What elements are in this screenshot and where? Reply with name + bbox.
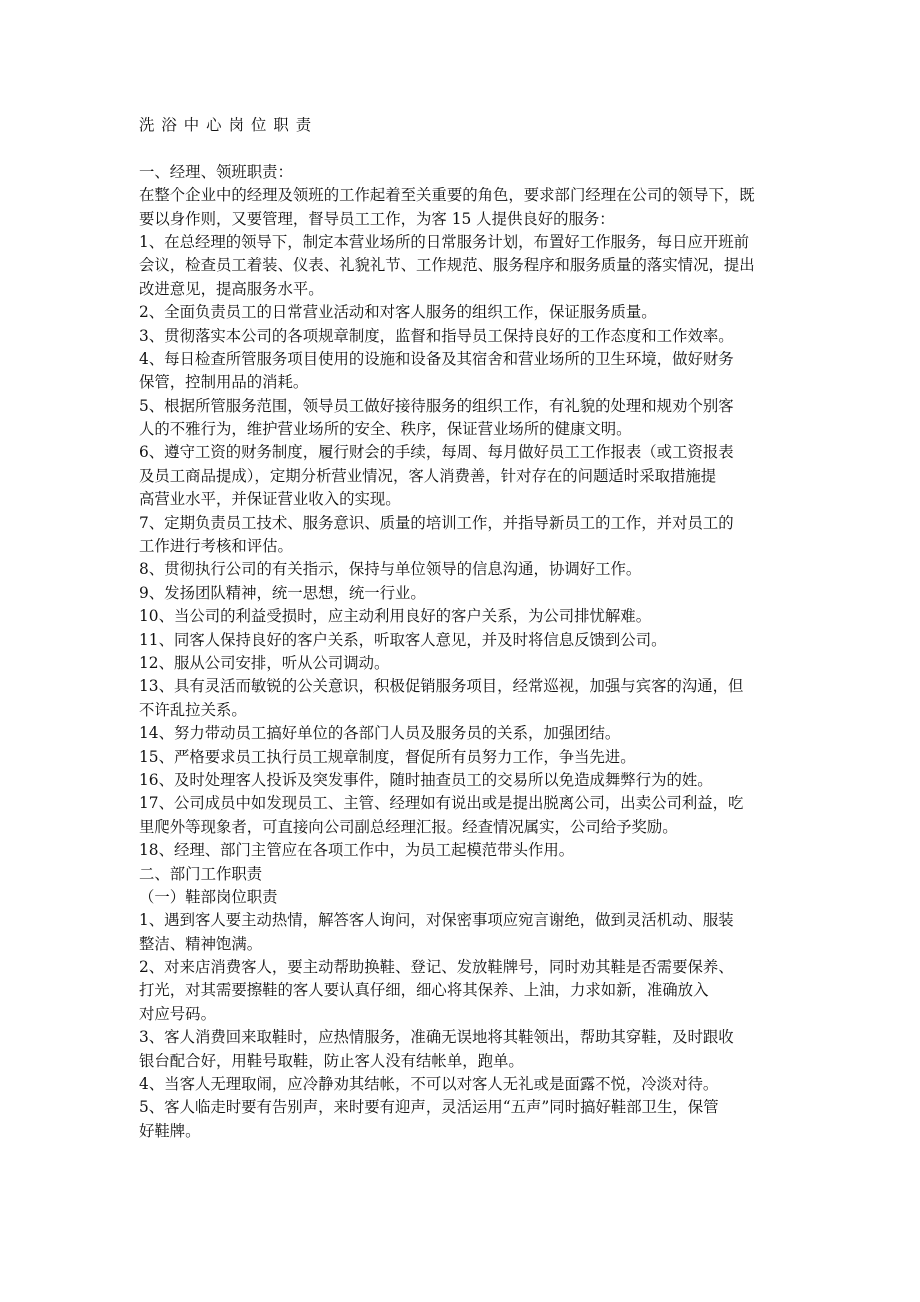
text-line: 改进意见，提高服务水平。 bbox=[139, 279, 324, 298]
text-line: 13、具有灵活而敏锐的公关意识，积极促销服务项目，经常巡视，加强与宾客的沟通，但 bbox=[139, 677, 744, 696]
text-line: 会议，检查员工着装、仪表、礼貌礼节、工作规范、服务程序和服务质量的落实情况，提出 bbox=[139, 256, 755, 275]
text-line: 15、严格要求员工执行员工规章制度，督促所有员努力工作，争当先进。 bbox=[139, 747, 636, 766]
text-line: （一）鞋部岗位职责 bbox=[139, 887, 278, 906]
text-line: 整洁、精神饱满。 bbox=[139, 934, 263, 953]
text-line: 16、及时处理客人投诉及突发事件，随时抽查员工的交易所以免造成舞弊行为的姓。 bbox=[139, 770, 713, 789]
text-line: 5、客人临走时要有告别声，来时要有迎声，灵活运用“五声”同时搞好鞋部卫生，保管 bbox=[139, 1098, 719, 1117]
text-line: 11、同客人保持良好的客户关系，听取客人意见，并及时将信息反馈到公司。 bbox=[139, 630, 667, 649]
text-line: 1、遇到客人要主动热情，解答客人询问，对保密事项应宛言谢绝，做到灵活机动、服装 bbox=[139, 911, 734, 930]
document-body bbox=[139, 161, 789, 1143]
blank-line bbox=[139, 137, 789, 160]
text-line: 9、发扬团队精神，统一思想，统一行业。 bbox=[139, 583, 426, 602]
text-line: 工作进行考核和评估。 bbox=[139, 537, 293, 556]
text-line: 14、努力带动员工搞好单位的各部门人员及服务员的关系，加强团结。 bbox=[139, 724, 621, 743]
text-line: 5、根据所管服务范围，领导员工做好接待服务的组织工作，有礼貌的处理和规劝个别客 bbox=[139, 396, 734, 415]
text-line: 银台配合好，用鞋号取鞋，防止客人没有结帐单，跑单。 bbox=[139, 1051, 524, 1070]
text-line: 人的不雅行为，维护营业场所的安全、秩序，保证营业场所的健康文明。 bbox=[139, 420, 632, 439]
text-line: 12、服从公司安排，听从公司调动。 bbox=[139, 653, 390, 672]
text-line: 对应号码。 bbox=[139, 1004, 216, 1023]
text-line: 二、部门工作职责 bbox=[139, 864, 263, 883]
document-title: 洗浴中心岗位职责 bbox=[139, 116, 319, 134]
text-line: 高营业水平，并保证营业收入的实现。 bbox=[139, 490, 401, 509]
text-line: 4、当客人无理取闹，应冷静劝其结帐，不可以对客人无礼或是面露不悦，冷淡对待。 bbox=[139, 1075, 719, 1094]
text-line: 一、经理、领班职责： bbox=[139, 162, 293, 181]
text-line: 18、经理、部门主管应在各项工作中，为员工起模范带头作用。 bbox=[139, 841, 575, 860]
text-line: 7、定期负责员工技术、服务意识、质量的培训工作，并指导新员工的工作，并对员工的 bbox=[139, 513, 734, 532]
text-line: 好鞋牌。 bbox=[139, 1121, 201, 1140]
document-page bbox=[139, 114, 789, 1143]
text-line: 2、全面负责员工的日常营业活动和对客人服务的组织工作，保证服务质量。 bbox=[139, 303, 657, 322]
text-line: 10、当公司的利益受损时，应主动利用良好的客户关系，为公司排忧解难。 bbox=[139, 607, 652, 626]
text-line: 17、公司成员中如发现员工、主管、经理如有说出或是提出脱离公司，出卖公司利益，吃 bbox=[139, 794, 744, 813]
text-line: 6、遵守工资的财务制度，履行财会的手续，每周、每月做好员工工作报表（或工资报表 bbox=[139, 443, 734, 462]
text-line: 8、贯彻执行公司的有关指示，保持与单位领导的信息沟通，协调好工作。 bbox=[139, 560, 642, 579]
text-line: 保管，控制用品的消耗。 bbox=[139, 373, 309, 392]
text-line: 不许乱拉关系。 bbox=[139, 700, 247, 719]
text-line: 3、客人消费回来取鞋时，应热情服务，准确无误地将其鞋领出，帮助其穿鞋，及时跟收 bbox=[139, 1028, 734, 1047]
text-line: 3、贯彻落实本公司的各项规章制度，监督和指导员工保持良好的工作态度和工作效率。 bbox=[139, 326, 734, 345]
text-line: 打光，对其需要擦鞋的客人要认真仔细，细心将其保养、上油，力求如新，准确放入 bbox=[139, 981, 709, 1000]
text-line: 要以身作则，又要管理，督导员工工作，为客 15 人提供良好的服务： bbox=[139, 209, 615, 228]
text-line: 4、每日检查所管服务项目使用的设施和设备及其宿舍和营业场所的卫生环境，做好财务 bbox=[139, 349, 734, 368]
text-line: 2、对来店消费客人，要主动帮助换鞋、登记、发放鞋牌号，同时劝其鞋是否需要保养、 bbox=[139, 958, 734, 977]
text-line: 1、在总经理的领导下，制定本营业场所的日常服务计划，布置好工作服务，每日应开班前 bbox=[139, 232, 750, 251]
text-line: 在整个企业中的经理及领班的工作起着至关重要的角色，要求部门经理在公司的领导下，既 bbox=[139, 186, 755, 205]
text-line: 及员工商品提成），定期分析营业情况，客人消费善，针对存在的问题适时采取措施提 bbox=[139, 466, 717, 485]
text-line: 里爬外等现象者，可直接向公司副总经理汇报。经查情况属实，公司给予奖励。 bbox=[139, 817, 678, 836]
